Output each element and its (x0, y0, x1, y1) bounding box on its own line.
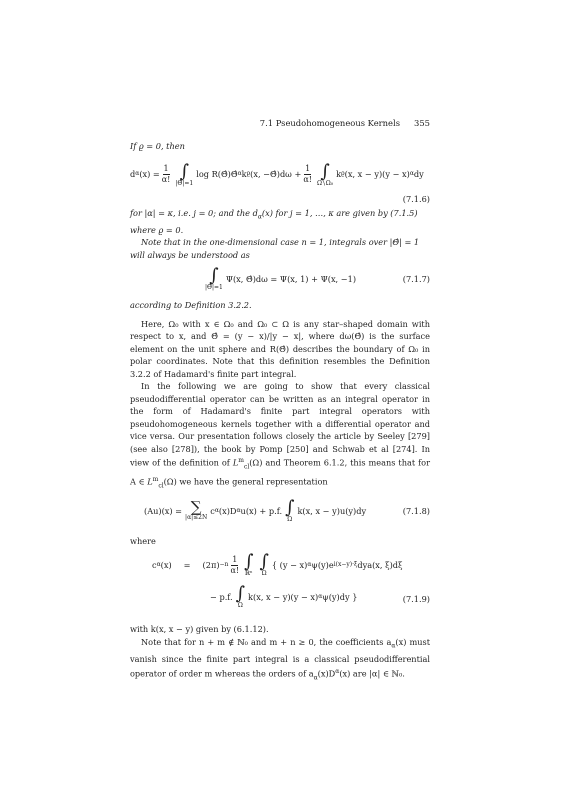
equation-number: (7.1.7) (402, 274, 430, 285)
fraction-1-over-alpha-factorial-2: $\frac{1}{\alpha!}$ (303, 164, 312, 184)
integral-omega: ∫ Ω (259, 551, 269, 578)
integral-omega-minus-omega0: ∫ Ω∖Ω₀ (316, 160, 334, 187)
page-body (130, 140, 430, 684)
after-equation-7-1-6: for |α| = κ, i.e. j = 0; and the $d_\alpha(x)$ for j = 1, …, κ are given by (7.1.5) where ϱ = 0. (130, 207, 418, 235)
equation-7-1-7: ∫ |Θ̂|=1 Ψ(x, Θ̂)dω = Ψ(x, 1) + Ψ(x, −1) (7.1.7) (205, 265, 430, 292)
final-paragraph: Note that for n + m ∉ ℕ₀ and m + n ≥ 0, the coefficients $a_\alpha(x)$ must vanish since the finite part integral is a classical pseudodifferential operator of order m whereas the orders of $a_\alpha(x)D^\alpha(x)$ are |α| ∈ ℕ₀. (130, 636, 430, 681)
integral-unit-sphere: ∫ |Θ̂|=1 (175, 160, 194, 187)
where-line: where (130, 535, 156, 546)
fraction-1-over-alpha-factorial: $\frac{1}{\alpha!}$ (230, 554, 240, 575)
with-k-line: with k(x, x − y) given by (6.1.12). (130, 624, 269, 635)
running-header (130, 118, 430, 128)
equation-7-1-6: d α (x) = $\frac{1}{\alpha!}$ ∫ |Θ̂|=1 log R(Θ̂)Θ̂ α k ϱ (x, −Θ̂)dω + $\frac{1}{\alpha!}$ ∫ Ω∖Ω₀ k ϱ (x, x − y)(y − x) α dy (7.1.6) (130, 160, 430, 204)
integral-rn: ∫ ℝⁿ (244, 551, 254, 578)
fraction-1-over-alpha-factorial: $\frac{1}{\alpha!}$ (161, 164, 171, 184)
according-line: according to Definition 3.2.2. (130, 300, 252, 311)
equation-7-1-9: c α (x) = (2π) −n $\frac{1}{\alpha!}$ ∫ ℝⁿ ∫ Ω { (y − x) α ψ(y)e i(x−y)·ξ dya(x, ξ)dξ − p.f. ∫ Ω k(x, x − y)(y − x) α ψ(y)dy } (7.1.9) (152, 551, 430, 610)
integral-omega: ∫ Ω (285, 496, 295, 523)
if-rho-line: If ϱ = 0, then (130, 141, 185, 151)
integral-unit-sphere: ∫ |Θ̂|=1 (205, 265, 223, 292)
equation-7-1-8: (Au)(x) = ∑ |α|≤2N c α (x)D α u(x) + p.f. ∫ Ω k(x, x − y)u(y)dy (7.1.8) (144, 496, 430, 523)
equation-number: (7.1.8) (402, 505, 430, 516)
summation-sign: ∑ |α|≤2N (185, 498, 208, 522)
paragraph-star-shaped-domain: Here, Ω₀ with x ∈ Ω₀ and Ω₀ ⊂ Ω is any star–shaped domain with respect to x, and Θ̂ = (y − x)/|y − x|, where dω(Θ̂) is the surface element on the unit sphere and R(Θ̂) describes the boundary of Ω₀ in polar coordinates. Note that this definition resembles the Definition 3.2.2 of Hadamard's finite part integral. (130, 318, 430, 379)
page-number: 355 (414, 118, 430, 128)
paragraph-pseudodifferential: In the following we are going to show that every classical pseudodifferential operator can be written as an integral operator in the form of Hadamard's finite part integral operators with pseudohomogeneous kernels together with a differential operator and vice versa. Our presentation follows closely the article by Seeley [279] (see also [278]), the book by Pomp [250] and Schwab et al [274]. In view of the definition of $L^m_{cl}(\Omega)$ and Theorem 6.1.2, this means that for A ∈ $L^m_{cl}(\Omega)$ we have the general representation (130, 381, 430, 490)
section-title: 7.1 Pseudohomogeneous Kernels (259, 118, 400, 128)
note-one-dimensional: Note that in the one-dimensional case n = 1, integrals over |Θ̂| = 1 will always be understood as (130, 237, 420, 260)
equation-number: (7.1.6) (402, 193, 430, 204)
equation-number: (7.1.9) (402, 594, 430, 605)
integral-omega-2: ∫ Ω (235, 583, 246, 610)
